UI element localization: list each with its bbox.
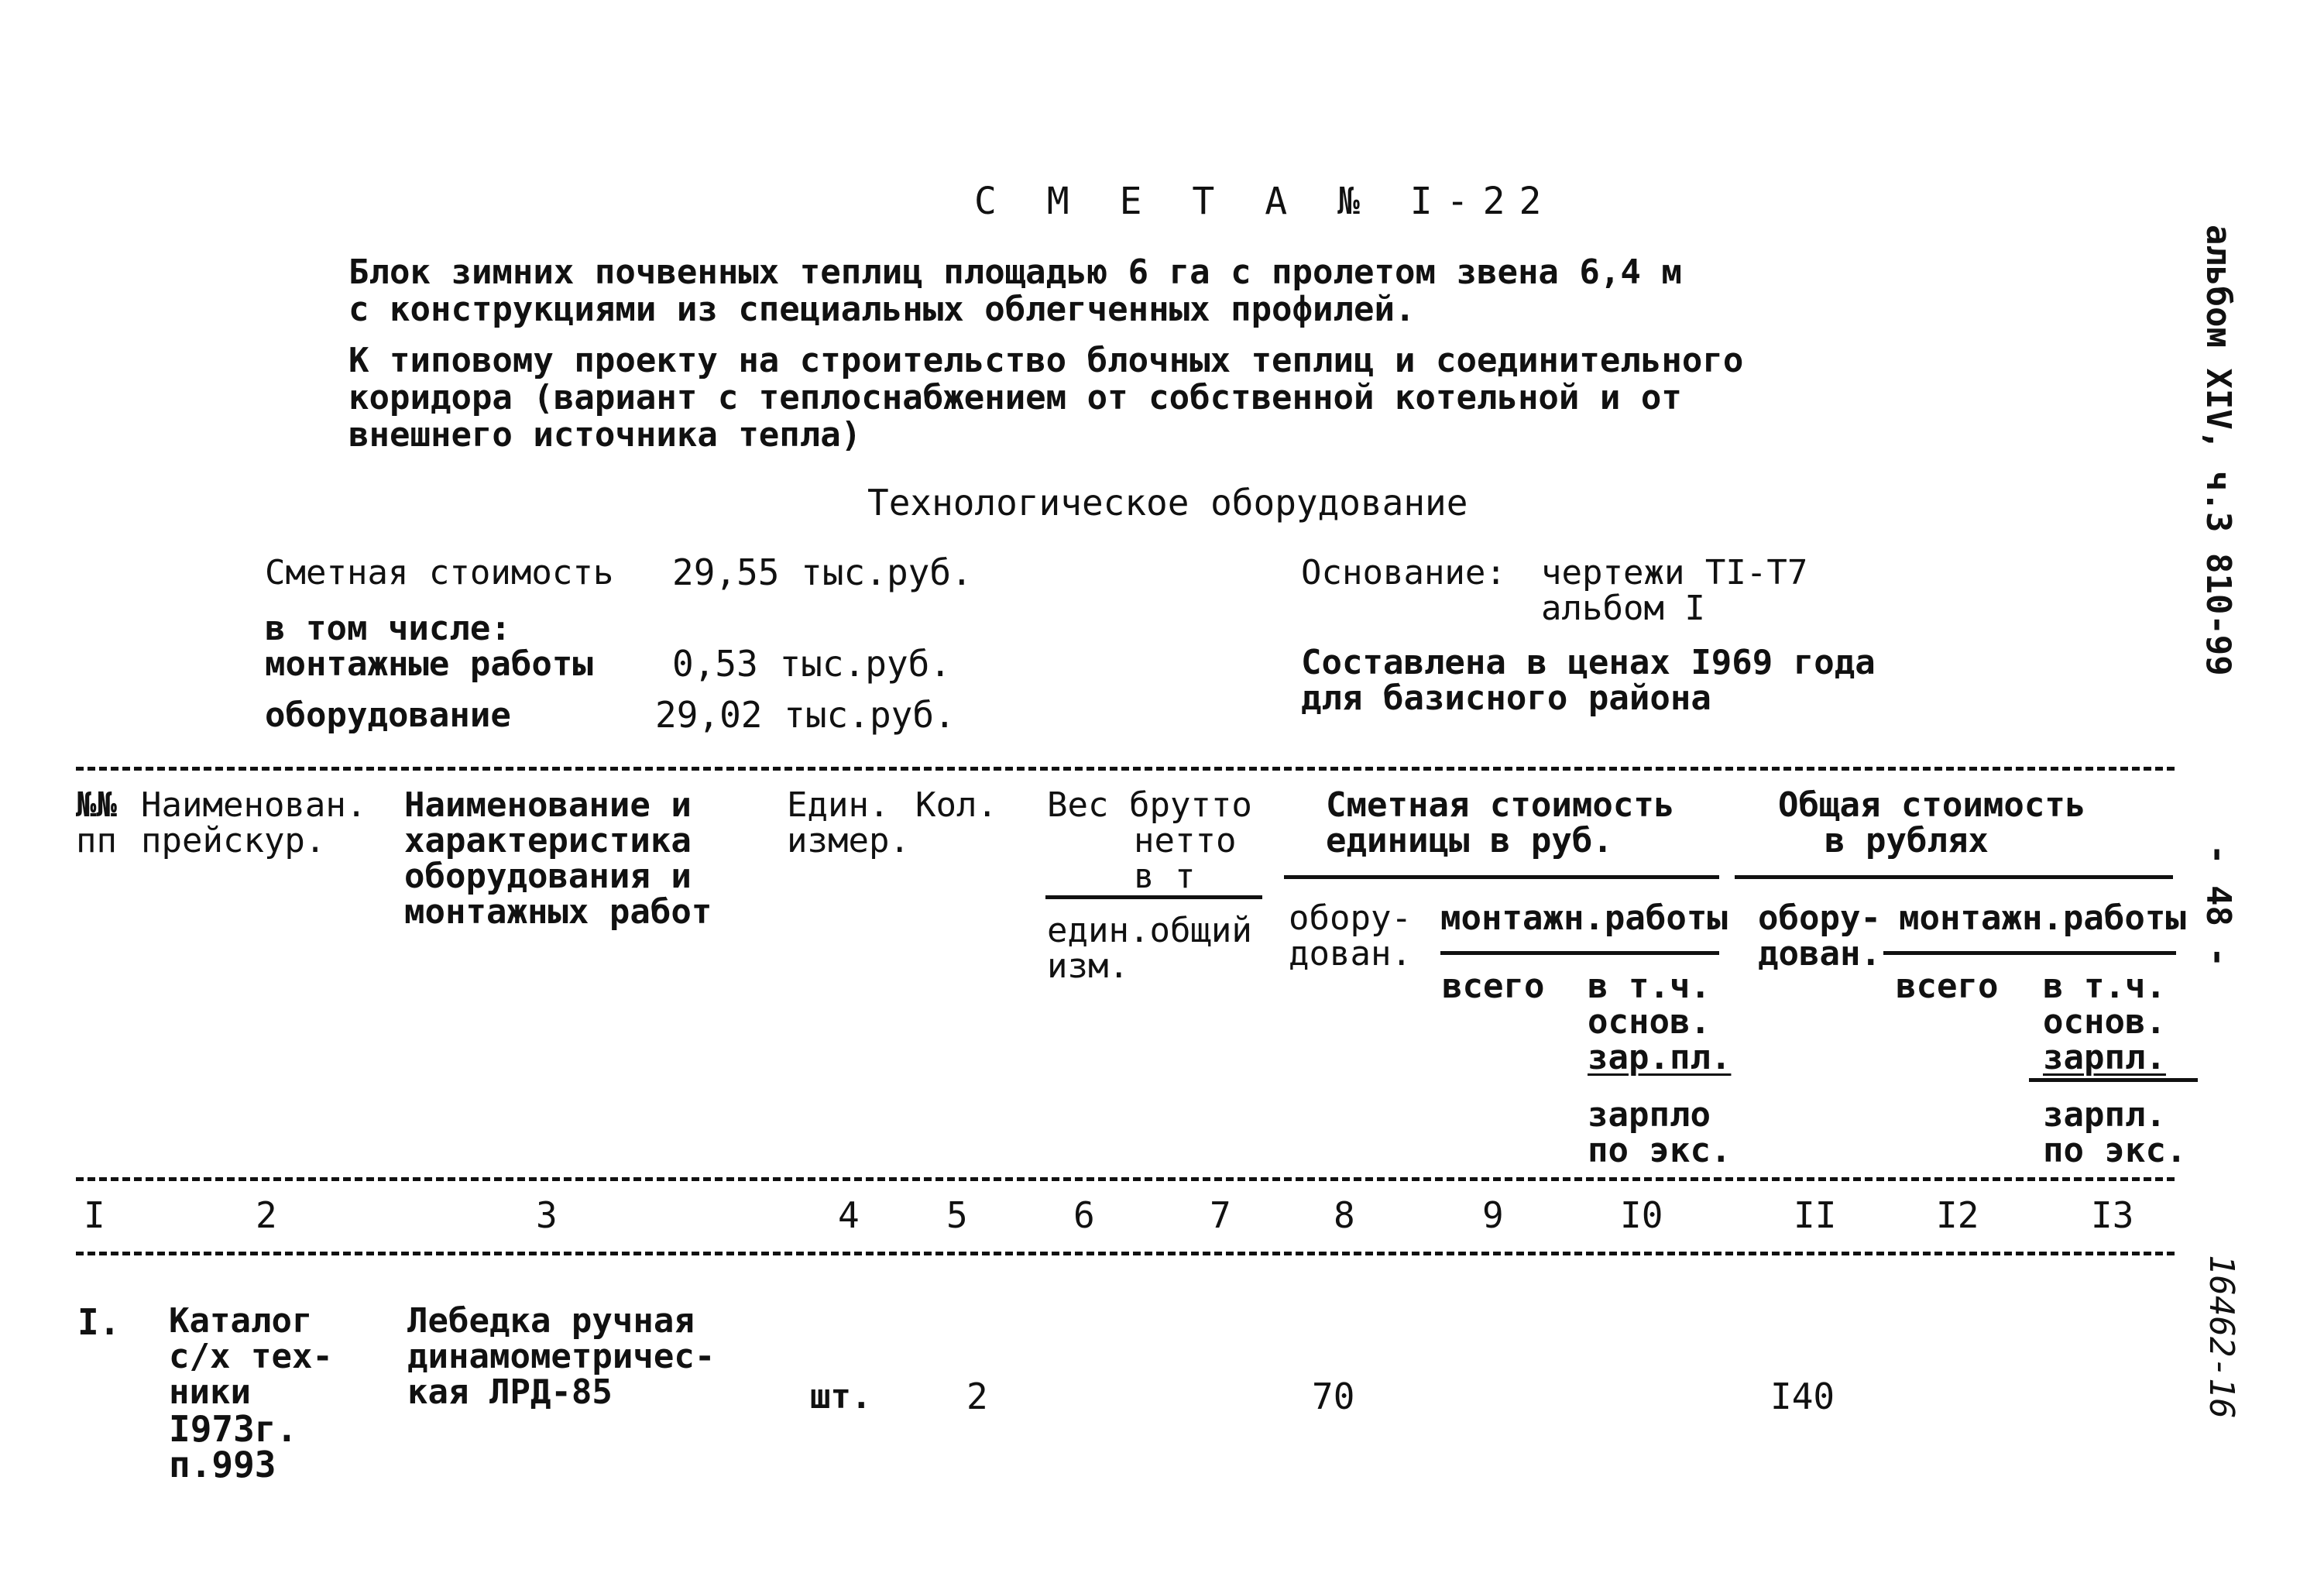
column-numbers-top-divider <box>76 1177 2175 1181</box>
header-unit-cost-a: Сметная стоимость <box>1326 785 1675 825</box>
header-total-incl-b: основ. <box>2043 1002 2166 1042</box>
colnum-8: 8 <box>1334 1194 1355 1236</box>
install-label: монтажные работы <box>265 644 593 684</box>
row-1-pricelist-3: ники <box>169 1372 251 1412</box>
row-1-pricelist-5: п.993 <box>169 1444 276 1485</box>
basis-line-1: чертежи TI-T7 <box>1541 553 1808 592</box>
row-1-name-3: кая ЛРД-85 <box>407 1372 613 1412</box>
row-1-pricelist-1: Каталог <box>169 1301 313 1341</box>
header-total-equip-a: обору- <box>1758 898 1881 938</box>
row-1-total-equip-cost: I40 <box>1770 1376 1835 1417</box>
cost-label: Сметная стоимость <box>265 553 614 592</box>
header-total-op-a: зарпл. <box>2043 1095 2166 1135</box>
header-weight-d: един.общий <box>1047 911 1252 950</box>
header-num-a: №№ <box>76 785 117 825</box>
header-unit-b: измер. <box>787 821 910 860</box>
row-1-pricelist-4: I973г. <box>169 1408 298 1450</box>
row-1-pricelist-2: с/х тех- <box>169 1337 333 1376</box>
header-pricelist-b: прейскур. <box>141 821 326 860</box>
unit-install-rule <box>1440 951 1719 955</box>
colnum-7: 7 <box>1210 1194 1231 1236</box>
intro-line-1: Блок зимних почвенных теплиц площадью 6 га с пролетом звена 6,4 м <box>348 252 1682 292</box>
header-qty: Кол. <box>915 785 997 825</box>
including-label: в том числе: <box>265 609 511 648</box>
equip-value: 29,02 тыс.руб. <box>655 694 956 736</box>
header-unit-all: всего <box>1442 967 1545 1006</box>
intro-line-4: коридора (вариант с теплоснабжением от собственной котельной и от <box>348 378 1682 417</box>
colnum-2: 2 <box>256 1194 277 1236</box>
colnum-1: I <box>84 1194 105 1236</box>
row-1-num: I. <box>77 1301 121 1343</box>
header-total-cost-b: в рублях <box>1825 821 1989 860</box>
intro-line-5: внешнего источника тепла) <box>348 415 862 455</box>
document-title: С М Е Т А № I-22 <box>974 180 1556 223</box>
header-unit-op-b: по экс. <box>1588 1131 1732 1170</box>
header-name-c: оборудования и <box>404 857 692 896</box>
header-name-b: характеристика <box>404 821 692 860</box>
header-unit-equip-b: дован. <box>1289 934 1412 974</box>
total-cost-rule <box>1735 875 2173 879</box>
colnum-13: I3 <box>2091 1194 2134 1236</box>
intro-line-3: К типовому проекту на строительство блочных теплиц и соединительного <box>348 341 1744 380</box>
header-name-d: монтажных работ <box>404 892 712 932</box>
header-total-incl-c: зарпл. <box>2043 1038 2166 1077</box>
intro-line-2: с конструкциями из специальных облегченных профилей. <box>348 290 1416 329</box>
header-name-a: Наименование и <box>404 785 692 825</box>
page-number: - 48 - <box>2199 844 2238 967</box>
section-title: Технологическое оборудование <box>867 482 1468 524</box>
row-1-name-2: динамометричес- <box>407 1337 716 1376</box>
basis-label: Основание: <box>1301 553 1506 592</box>
header-unit-op-a: зарпло <box>1588 1095 1711 1135</box>
header-unit-incl-c: зар.пл. <box>1588 1038 1732 1077</box>
total-incl-rule <box>2029 1078 2198 1082</box>
header-unit-a: Един. <box>787 785 890 825</box>
colnum-10: I0 <box>1620 1194 1663 1236</box>
total-install-rule <box>1883 951 2176 955</box>
header-pricelist-a: Наименован. <box>141 785 367 825</box>
header-unit-incl-a: в т.ч. <box>1588 967 1711 1006</box>
weight-rule <box>1045 895 1262 899</box>
colnum-12: I2 <box>1936 1194 1979 1236</box>
header-total-all: всего <box>1896 967 1999 1006</box>
header-total-op-b: по экс. <box>2043 1131 2187 1170</box>
header-total-equip-b: дован. <box>1758 934 1881 974</box>
unit-cost-rule <box>1284 875 1719 879</box>
header-weight-e: изм. <box>1047 946 1129 986</box>
row-1-unit: шт. <box>810 1377 872 1417</box>
basis-line-2: альбом I <box>1541 589 1705 628</box>
header-weight-a: Вес брутто <box>1047 785 1252 825</box>
colnum-4: 4 <box>838 1194 860 1236</box>
header-unit-install: монтажн.работы <box>1440 898 1728 938</box>
header-unit-equip-a: обору- <box>1289 898 1412 938</box>
equip-label: оборудование <box>265 695 511 735</box>
row-1-qty: 2 <box>966 1376 988 1417</box>
header-num-b: пп <box>76 821 117 860</box>
prices-line-2: для базисного района <box>1301 678 1711 718</box>
album-side-label: альбом XIV, ч.3 810-99 <box>2199 225 2238 676</box>
header-total-install: монтажн.работы <box>1899 898 2186 938</box>
header-weight-c: в т <box>1134 857 1196 896</box>
row-1-name-1: Лебедка ручная <box>407 1301 695 1341</box>
header-total-cost-a: Общая стоимость <box>1778 785 2086 825</box>
install-value: 0,53 тыс.руб. <box>672 643 952 685</box>
colnum-3: 3 <box>536 1194 558 1236</box>
colnum-5: 5 <box>946 1194 968 1236</box>
header-total-incl-a: в т.ч. <box>2043 967 2166 1006</box>
table-top-divider <box>76 767 2175 771</box>
header-unit-incl-b: основ. <box>1588 1002 1711 1042</box>
prices-line-1: Составлена в ценах I969 года <box>1301 643 1876 682</box>
row-1-unit-equip-cost: 70 <box>1312 1376 1355 1417</box>
header-unit-cost-b: единицы в руб. <box>1326 821 1613 860</box>
colnum-9: 9 <box>1482 1194 1504 1236</box>
cost-value: 29,55 тыс.руб. <box>672 551 973 593</box>
header-weight-b: нетто <box>1134 821 1237 860</box>
column-numbers-bottom-divider <box>76 1252 2175 1255</box>
colnum-11: II <box>1794 1194 1837 1236</box>
colnum-6: 6 <box>1073 1194 1095 1236</box>
doc-code: 16462-16 <box>2202 1255 2241 1419</box>
